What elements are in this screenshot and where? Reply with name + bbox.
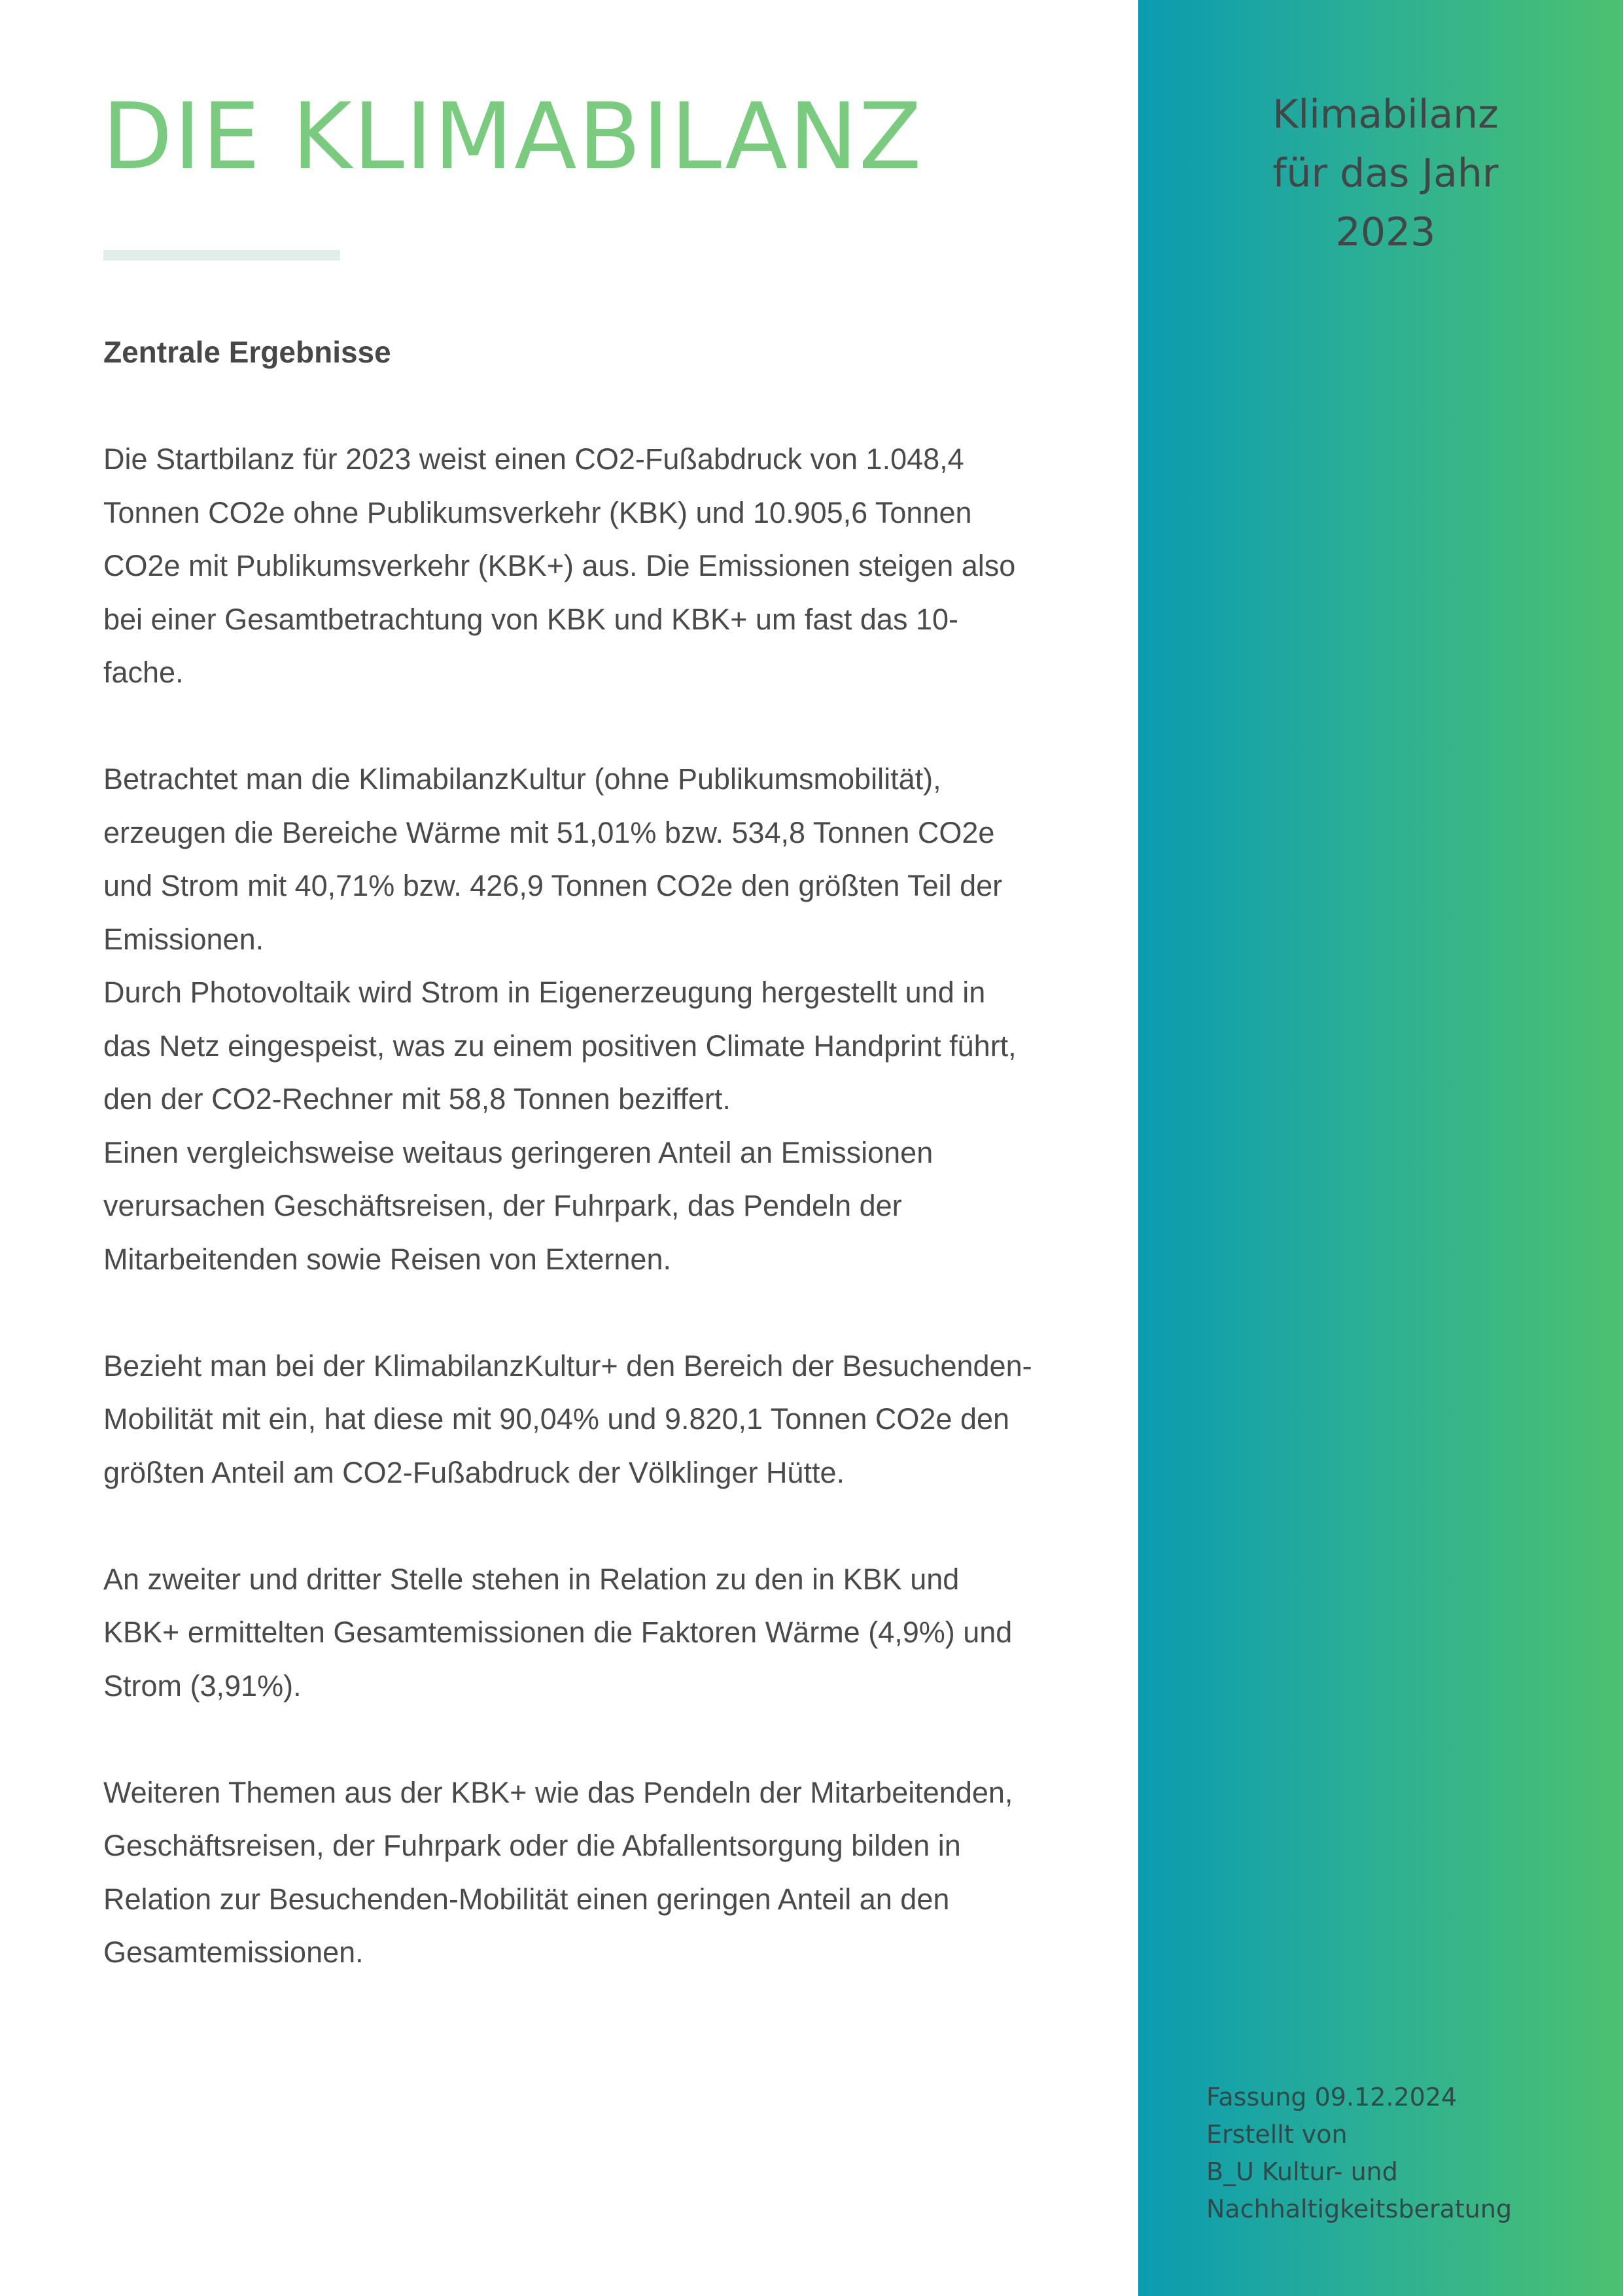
paragraph-geringerer-anteil: Einen vergleichsweise weitaus geringeren Anteil an Emissionen verursachen Geschäftsreisen, der Fuhrpark, das Pendeln der Mitarbeitenden sowie Reisen von Externen. bbox=[103, 1135, 934, 1276]
sidebar-title bbox=[1138, 85, 1623, 262]
spacer bbox=[103, 380, 1032, 433]
paragraph-startbilanz: Die Startbilanz für 2023 weist einen CO2-Fußabdruck von 1.048,4 Tonnen CO2e ohne Publikumsverkehr (KBK) und 10.905,6 Tonnen CO2e mit Publikumsverkehr (KBK+) aus. Die Emissionen steigen also bei einer Gesamtbetrachtung von KBK und KBK+ um fast das 10-fache. bbox=[103, 442, 1016, 689]
paragraph-weitere-themen: Weiteren Themen aus der KBK+ wie das Pendeln der Mitarbeitenden, Geschäftsreisen, der Fuhrpark oder die Abfallentsorgung bilden in Relation zur Besuchenden-Mobilität einen geringen Anteil an den Gesamtemissionen. bbox=[103, 1775, 1013, 1969]
text-body bbox=[103, 326, 1032, 1979]
credits-author-line-1: B_U Kultur- und bbox=[1206, 2157, 1398, 2186]
sidebar-panel bbox=[1138, 0, 1623, 2296]
paragraph-klimabilanzkultur: Betrachtet man die KlimabilanzKultur (ohne Publikumsmobilität), erzeugen die Bereiche Wärme mit 51,01% bzw. 534,8 Tonnen CO2e und Strom mit 40,71% bzw. 426,9 Tonnen CO2e den größten Teil der Emissionen. bbox=[103, 762, 1003, 956]
credits-block bbox=[1206, 2079, 1512, 2228]
spacer bbox=[103, 1286, 1032, 1339]
sidebar-title-line-2: für das Jahr 2023 bbox=[1272, 150, 1499, 255]
spacer bbox=[103, 1499, 1032, 1553]
paragraph-besuchenden-mobilitaet: Bezieht man bei der KlimabilanzKultur+ den Bereich der Besuchenden-Mobilität mit ein, hat diese mit 90,04% und 9.820,1 Tonnen CO2e den größten Anteil am CO2-Fußabdruck der Völklinger Hütte. bbox=[103, 1349, 1032, 1489]
sidebar-title-line-1: Klimabilanz bbox=[1272, 92, 1499, 137]
paragraph-photovoltaik: Durch Photovoltaik wird Strom in Eigenerzeugung hergestellt und in das Netz eingespeist, was zu einem positiven Climate Handprint führt, den der CO2-Rechner mit 58,8 Tonnen beziffert. bbox=[103, 976, 1017, 1116]
credits-created-by: Erstellt von bbox=[1206, 2120, 1348, 2149]
paragraph-zweiter-dritter-stelle: An zweiter und dritter Stelle stehen in Relation zu den in KBK und KBK+ ermittelten Gesamtemissionen die Faktoren Wärme (4,9%) und Strom (3,91%). bbox=[103, 1562, 1013, 1703]
page-title: DIE KLIMABILANZ bbox=[102, 84, 923, 190]
spacer bbox=[103, 1712, 1032, 1766]
spacer bbox=[103, 699, 1032, 753]
credits-version-date: Fassung 09.12.2024 bbox=[1206, 2083, 1457, 2111]
title-underline-divider bbox=[103, 250, 340, 260]
credits-author-line-2: Nachhaltigkeitsberatung bbox=[1206, 2195, 1512, 2223]
section-heading: Zentrale Ergebnisse bbox=[103, 335, 391, 369]
